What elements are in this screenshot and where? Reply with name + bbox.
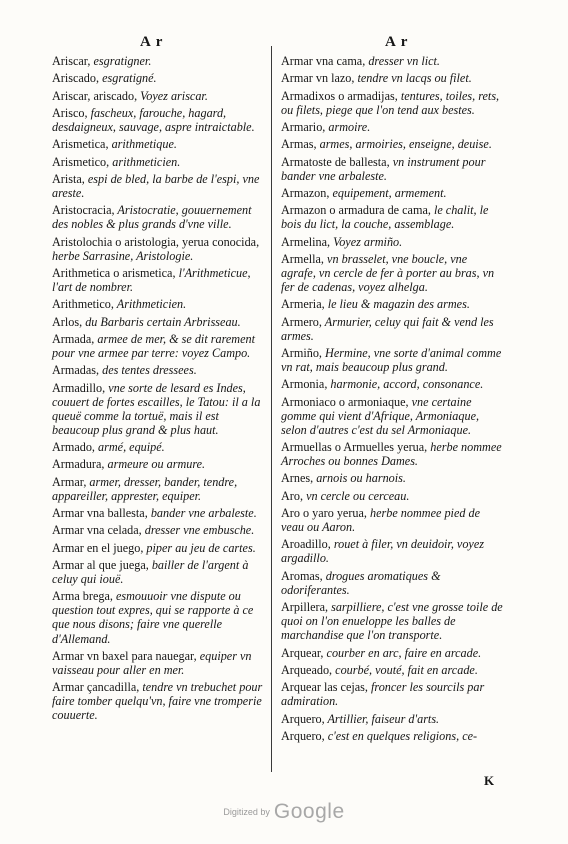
digitized-by-label: Digitized by	[223, 807, 270, 817]
entry-definition: vne certaine gomme qui vient d'Afrique, Armoniaque, selon d'autres c'est du sel Armoniaque.	[281, 394, 480, 437]
entry-definition: sarpilliere, c'est vne grosse toile de quoi on l'on enueloppe les balles de marchandise que l'on transporte.	[281, 600, 503, 643]
dictionary-entry	[52, 297, 264, 311]
dictionary-entry	[281, 537, 503, 565]
entry-headword: Armada,	[52, 331, 95, 346]
running-head-right: A r	[385, 34, 409, 50]
dictionary-entry	[52, 54, 264, 68]
entry-headword: Arpillera,	[281, 600, 329, 615]
dictionary-entry	[52, 541, 264, 555]
entry-definition: vn instrument pour bander vne arbaleste.	[281, 154, 486, 183]
dictionary-entry	[281, 186, 503, 200]
entry-headword: Arismetica,	[52, 137, 109, 152]
entry-definition: espi de bled, la barbe de l'espi, vne areste.	[52, 171, 260, 200]
entry-definition: l'Arithmeticue, l'art de nombrer.	[52, 265, 251, 294]
right-column	[281, 54, 503, 746]
dictionary-entry	[281, 155, 503, 183]
entry-definition: tendre vn trebuchet pour faire tomber quelqu'vn, faire vne tromperie couuerte.	[52, 680, 263, 723]
dictionary-entry	[52, 680, 264, 722]
entry-definition: herbe nommee pied de veau ou Aaron.	[281, 506, 481, 535]
entry-definition: esmouuoir vne dispute ou question tout expres, qui se rapporte à ce que nous disons; faire vne querelle d'Allemand.	[52, 589, 254, 646]
entry-headword: Armadura,	[52, 457, 105, 472]
dictionary-entry	[281, 663, 503, 677]
entry-headword: Arista,	[52, 171, 85, 186]
entry-definition: armes, armoiries, enseigne, deuise.	[316, 137, 492, 152]
entry-definition: drogues aromatiques & odoriferantes.	[281, 568, 441, 597]
dictionary-entry	[281, 346, 503, 374]
dictionary-entry	[281, 471, 503, 485]
entry-definition: bander vne arbaleste.	[147, 506, 257, 520]
dictionary-entry	[281, 506, 503, 534]
dictionary-entry	[52, 266, 264, 294]
entry-definition: herbe nommee Arroches ou bonnes Dames.	[281, 440, 502, 469]
dictionary-entry	[52, 332, 264, 360]
dictionary-entry	[281, 569, 503, 597]
dictionary-entry	[52, 589, 264, 645]
entry-headword: Armado,	[52, 440, 95, 455]
entry-definition: vn cercle ou cerceau.	[303, 488, 410, 503]
entry-definition: Aristocratie, gouuernement des nobles & plus grands d'vne ville.	[52, 203, 252, 232]
dictionary-entry	[281, 377, 503, 391]
entry-headword: Armario,	[281, 119, 326, 134]
dictionary-entry	[281, 729, 503, 743]
entry-headword: Armiño,	[281, 345, 322, 360]
entry-definition: bailler de l'argent à celuy qui iouë.	[52, 557, 249, 586]
entry-headword: Aristocracia,	[52, 203, 115, 218]
dictionary-entry	[52, 172, 264, 200]
entry-definition: le lieu & magazin des armes.	[324, 297, 470, 312]
entry-definition: arithmetique.	[108, 137, 177, 152]
entry-definition: piper au jeu de cartes.	[143, 540, 256, 555]
entry-definition: courber en arc, faire en arcade.	[323, 645, 482, 660]
entry-headword: Arismetico,	[52, 154, 110, 169]
entry-headword: Armazon,	[281, 185, 330, 200]
entry-definition: tendre vn lacqs ou filet.	[354, 71, 472, 86]
dictionary-entry	[52, 137, 264, 151]
dictionary-entry	[281, 203, 503, 231]
dictionary-entry	[52, 315, 264, 329]
digitized-footer	[0, 800, 568, 830]
dictionary-entry	[281, 680, 503, 708]
entry-headword: Armella,	[281, 251, 324, 266]
entry-headword: Arquear las cejas,	[281, 680, 368, 695]
entry-definition: Voyez armiño.	[330, 234, 403, 249]
dictionary-entry	[281, 71, 503, 85]
entry-definition: armé, equipé.	[94, 440, 165, 455]
entry-headword: Armeria,	[281, 297, 325, 312]
entry-headword: Arithmetica o arismetica,	[52, 265, 176, 280]
entry-definition: esgratigner.	[90, 54, 152, 68]
entry-definition: dresser vn lict.	[365, 54, 440, 68]
dictionary-entry	[281, 297, 503, 311]
dictionary-entry	[281, 489, 503, 503]
dictionary-entry	[52, 71, 264, 85]
entry-definition: armoire.	[325, 119, 371, 134]
entry-definition: Voyez ariscar.	[137, 88, 208, 103]
entry-definition: armeure ou armure.	[104, 457, 206, 472]
dictionary-entry	[52, 89, 264, 103]
entry-headword: Armazon o armadura de cama,	[281, 203, 431, 218]
entry-headword: Armadillo,	[52, 380, 106, 395]
entry-definition: Artillier, faiseur d'arts.	[324, 711, 440, 726]
entry-definition: vne sorte de lesard es Indes, couuert de fortes escailles, le Tatou: il a la queuë comme la tortuë, mais il est beaucoup plus grand & plus haut.	[52, 380, 261, 437]
entry-headword: Arnes,	[281, 471, 314, 486]
dictionary-entry	[281, 120, 503, 134]
entry-definition: harmonie, accord, consonance.	[327, 377, 484, 392]
entry-headword: Aro o yaro yerua,	[281, 506, 367, 520]
dictionary-entry	[52, 523, 264, 537]
dictionary-entry	[52, 506, 264, 520]
entry-definition: vn brasselet, vne boucle, vne agrafe, vn cercle de fer à porter au bras, vn fer de cadenas, voyez alhelga.	[281, 251, 495, 294]
entry-headword: Armas,	[281, 137, 317, 152]
entry-headword: Armadixos o armadijas,	[281, 88, 398, 103]
entry-headword: Armar en el juego,	[52, 540, 144, 555]
dictionary-entry	[52, 558, 264, 586]
google-logo: Google	[273, 800, 345, 823]
entry-headword: Armoniaco o armoniaque,	[281, 394, 409, 409]
entry-definition: rouet à filer, vn deuidoir, voyez argadillo.	[281, 537, 484, 566]
running-head-left: A r	[140, 34, 164, 50]
dictionary-entry	[52, 457, 264, 471]
entry-headword: Armar vna ballesta,	[52, 506, 148, 520]
entry-definition: armee de mer, & se dit rarement pour vne armee par terre: voyez Campo.	[52, 331, 255, 360]
entry-headword: Arquero,	[281, 711, 325, 726]
dictionary-entry	[52, 106, 264, 134]
dictionary-entry	[52, 235, 264, 263]
dictionary-entry	[52, 155, 264, 169]
entry-definition: dresser vne embusche.	[141, 523, 255, 538]
entry-headword: Arlos,	[52, 314, 83, 329]
entry-headword: Armar vn baxel para nauegar,	[52, 648, 197, 663]
entry-headword: Armar çancadilla,	[52, 680, 140, 695]
entry-definition: arithmeticien.	[109, 154, 181, 169]
dictionary-entry	[281, 315, 503, 343]
entry-definition: des tentes dressees.	[99, 363, 197, 378]
entry-headword: Arma brega,	[52, 589, 113, 604]
dictionary-entry	[281, 252, 503, 294]
dictionary-entry	[52, 475, 264, 503]
dictionary-entry	[281, 235, 503, 249]
entry-headword: Armar vna celada,	[52, 523, 142, 538]
entry-headword: Arquero,	[281, 728, 325, 743]
dictionary-entry	[52, 203, 264, 231]
entry-headword: Armatoste de ballesta,	[281, 154, 390, 169]
entry-headword: Armar vn lazo,	[281, 71, 355, 86]
entry-headword: Ariscar,	[52, 54, 91, 68]
entry-definition: tentures, toiles, rets, ou filets, piege que l'on tend aux bestes.	[281, 88, 500, 117]
left-column	[52, 54, 264, 726]
dictionary-entry	[281, 89, 503, 117]
entry-headword: Armar al que juega,	[52, 557, 149, 572]
entry-definition: herbe Sarrasine, Aristologie.	[52, 248, 194, 263]
dictionary-entry	[281, 54, 503, 68]
entry-headword: Armadas,	[52, 363, 100, 378]
entry-headword: Ariscar, ariscado,	[52, 88, 138, 103]
entry-definition: froncer les sourcils par admiration.	[281, 680, 485, 709]
dictionary-entry	[52, 440, 264, 454]
dictionary-entry	[281, 646, 503, 660]
entry-headword: Armuellas o Armuelles yerua,	[281, 440, 428, 455]
dictionary-entry	[281, 712, 503, 726]
entry-definition: fascheux, farouche, hagard, desdaigneux, sauvage, aspre intraictable.	[52, 105, 255, 134]
entry-definition: esgratigné.	[99, 71, 157, 86]
entry-headword: Armelina,	[281, 234, 331, 249]
entry-definition: du Barbaris certain Arbrisseau.	[82, 314, 241, 329]
entry-headword: Ariscado,	[52, 71, 100, 86]
entry-definition: armer, dresser, bander, tendre, appareiller, apprester, equiper.	[52, 474, 238, 503]
entry-headword: Arithmetico,	[52, 297, 114, 312]
entry-headword: Armar vna cama,	[281, 54, 366, 68]
entry-headword: Armonia,	[281, 377, 328, 392]
entry-definition: le chalit, le bois du lict, la couche, assemblage.	[281, 203, 489, 232]
entry-headword: Arquear,	[281, 645, 324, 660]
entry-definition: c'est en quelques religions, ce-	[324, 728, 478, 743]
entry-headword: Aromas,	[281, 568, 323, 583]
entry-headword: Arisco,	[52, 105, 88, 120]
signature-mark: K	[484, 773, 495, 788]
entry-definition: Armurier, celuy qui fait & vend les armes.	[281, 314, 494, 343]
entry-definition: equiper vn vaisseau pour aller en mer.	[52, 648, 252, 677]
dictionary-entry	[281, 440, 503, 468]
dictionary-entry	[281, 395, 503, 437]
entry-headword: Armar,	[52, 474, 87, 489]
entry-definition: Hermine, vne sorte d'animal comme vn rat, mais beaucoup plus grand.	[281, 345, 502, 375]
column-rule	[271, 46, 272, 772]
dictionary-entry	[52, 363, 264, 377]
entry-headword: Armero,	[281, 314, 322, 329]
dictionary-entry	[281, 137, 503, 151]
dictionary-entry	[52, 381, 264, 437]
entry-headword: Aroadillo,	[281, 537, 331, 552]
entry-headword: Aristolochia o aristologia, yerua conocida,	[52, 234, 260, 249]
entry-definition: courbé, vouté, fait en arcade.	[332, 662, 478, 677]
entry-headword: Arqueado,	[281, 662, 333, 677]
entry-headword: Aro,	[281, 488, 304, 503]
dictionary-entry	[281, 600, 503, 642]
entry-definition: arnois ou harnois.	[313, 471, 406, 486]
entry-definition: equipement, armement.	[329, 185, 447, 200]
dictionary-entry	[52, 649, 264, 677]
entry-definition: Arithmeticien.	[113, 297, 187, 312]
